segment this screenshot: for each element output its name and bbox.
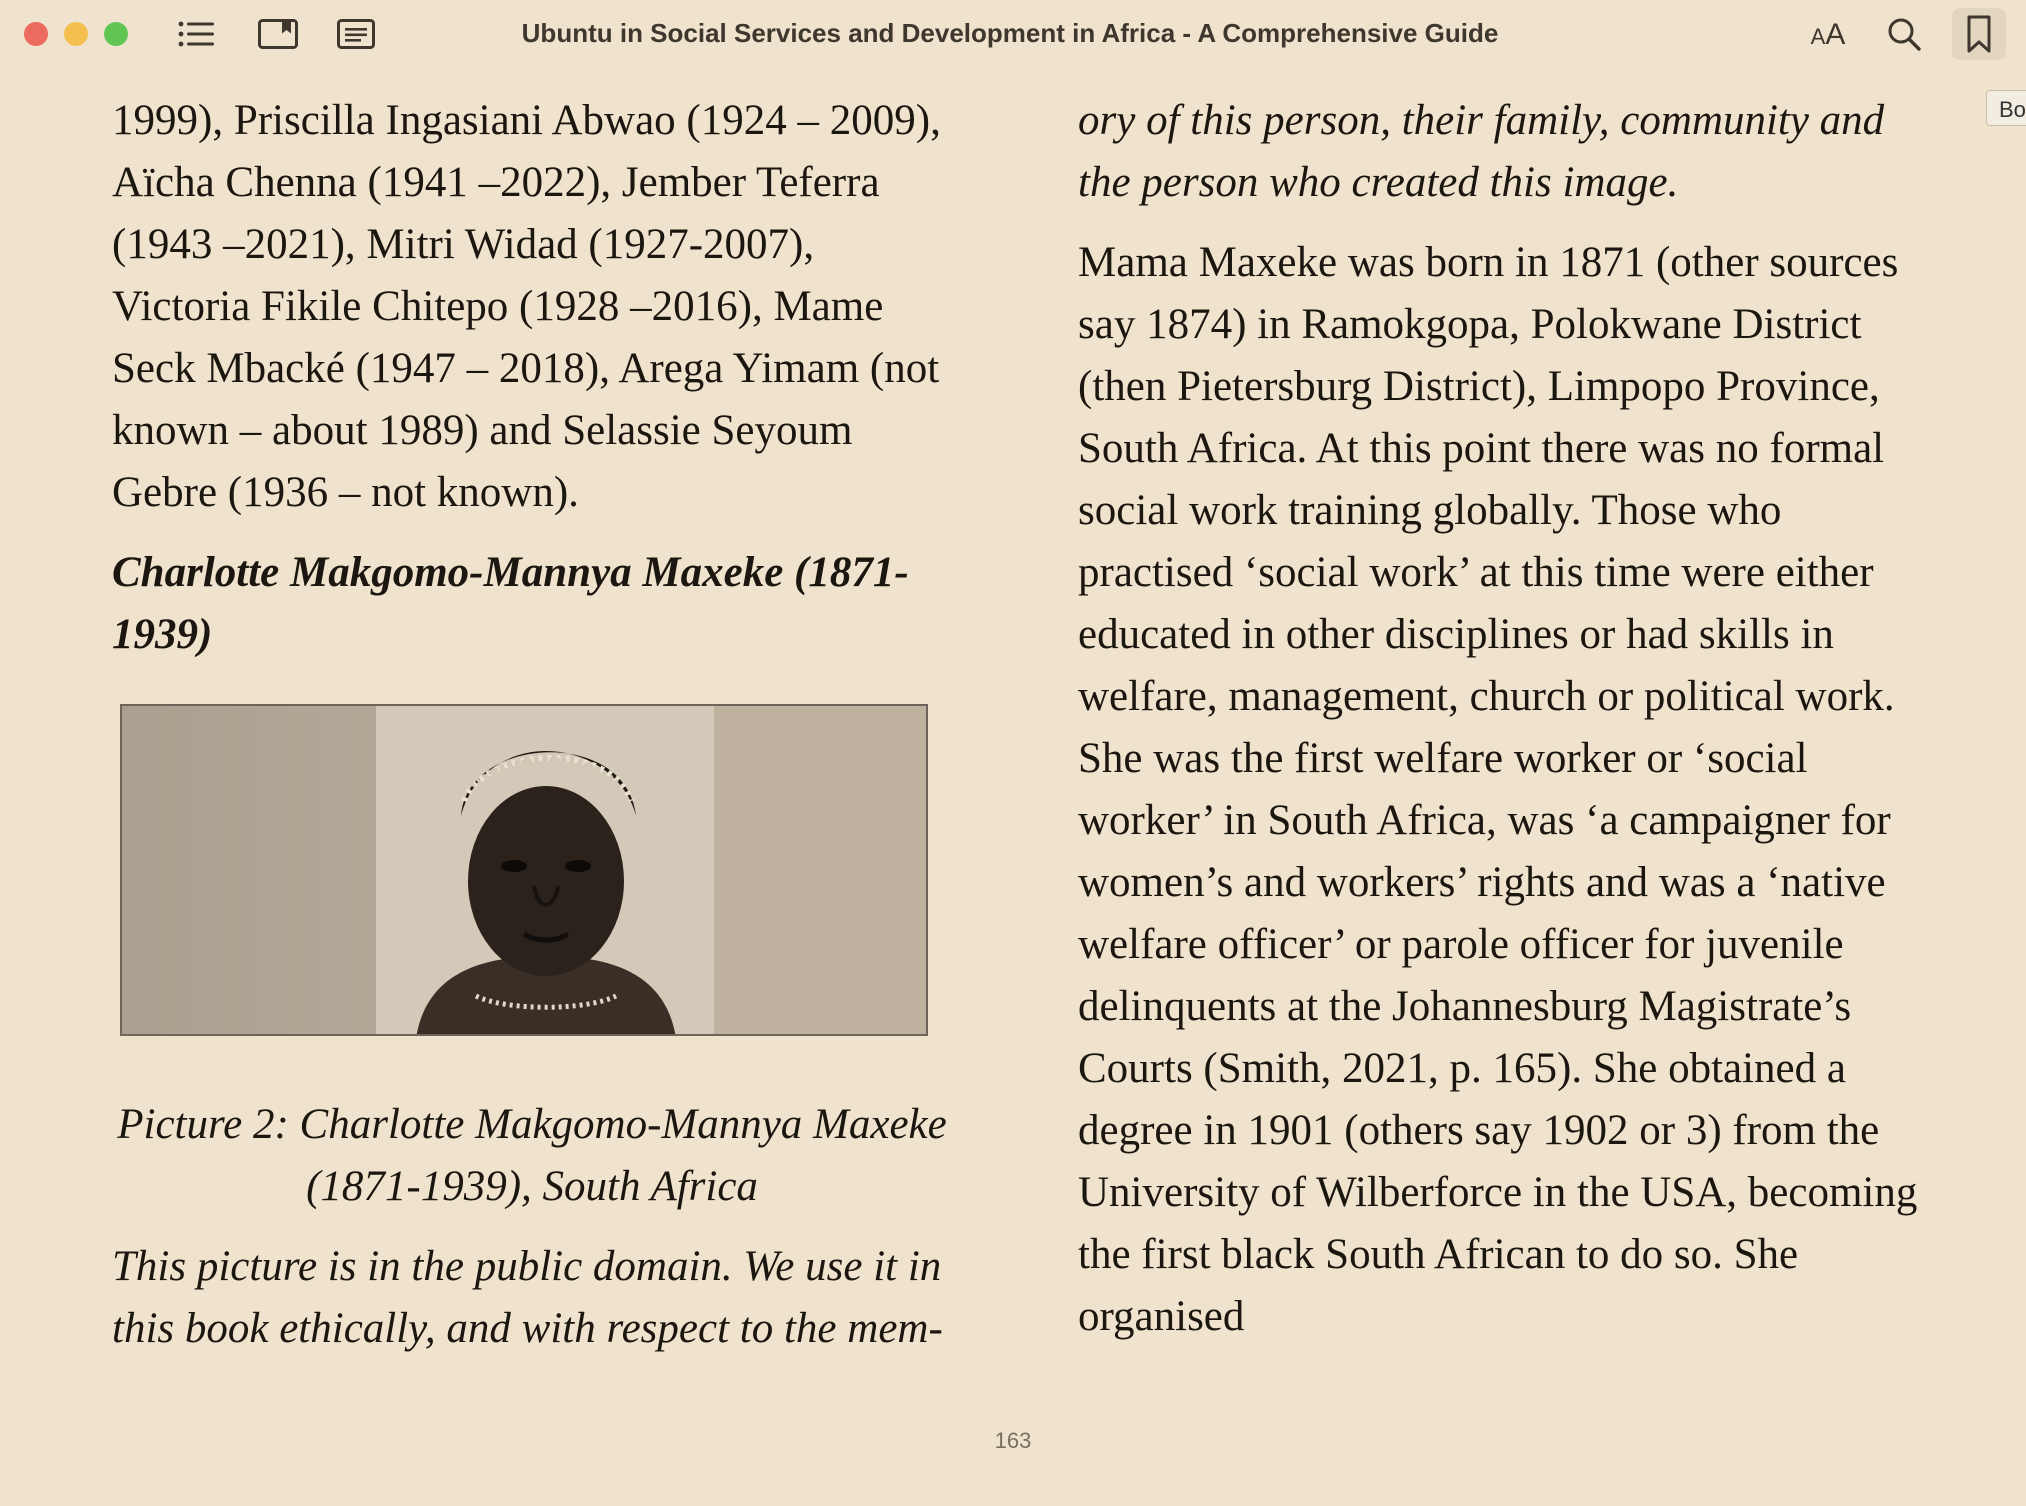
- portrait-image: [120, 704, 928, 1036]
- image-credit-text: This picture is in the public domain. We use it in this book ethically, and with respect to the mem-: [112, 1243, 943, 1352]
- text-size-button[interactable]: [1798, 14, 1858, 54]
- window-title: Ubuntu in Social Services and Development in Africa - A Comprehensive Guide: [521, 18, 1499, 48]
- page-number: 163: [994, 1428, 1032, 1453]
- portrait-photo: [376, 706, 716, 1034]
- bookmark-button[interactable]: [1952, 8, 2006, 60]
- intro-paragraph: 1999), Priscilla Ingasiani Abwao (1924 – 2009), Aïcha Chenna (1941 –2022), Jember Teferra (1943 –2021), Mitri Widad (1927-2007), Victoria Fikile Chitepo (1928 –2016), Mame Seck Mbacké (1947 – 2018), Arega Yimam (not known – about 1989) and Selassie Seyoum Gebre (1936 – not known).: [112, 97, 941, 516]
- search-icon: [1887, 17, 1921, 51]
- text-size-icon-small: A: [1810, 24, 1826, 49]
- left-page-column: [112, 90, 952, 1360]
- bookmark-icon: [1967, 15, 1991, 53]
- minimize-window-button[interactable]: [64, 22, 88, 46]
- bookmark-tooltip: Bo: [1986, 90, 2026, 126]
- zoom-window-button[interactable]: [104, 22, 128, 46]
- thumbnails-button[interactable]: [256, 14, 300, 54]
- right-page-column: [1078, 90, 1918, 1348]
- figure-caption: Picture 2: Charlotte Makgomo-Mannya Maxeke (1871-1939), South Africa: [117, 1101, 947, 1210]
- image-background-right: [714, 706, 926, 1034]
- body-paragraph: Mama Maxeke was born in 1871 (other sources say 1874) in Ramokgopa, Polokwane District (then Pietersburg District), Limpopo Province, South Africa. At this point there was no formal social work training globally. Those who practised ‘social work’ at this time were either educated in other disciplines or had skills in welfare, management, church or political work. She was the first welfare worker or ‘social worker’ in South Africa, was ‘a campaigner for women’s and workers’ rights and was a ‘native welfare officer’ or parole officer for juvenile delinquents at the Johannesburg Magistrate’s Courts (Smith, 2021, p. 165). She obtained a degree in 1901 (others say 1902 or 3) from the University of Wilberforce in the USA, becoming the first black South African to do so. She organised: [1078, 239, 1918, 1340]
- list-icon: [178, 21, 214, 47]
- text-size-icon-large: A: [1825, 18, 1846, 51]
- image-credit-continuation: ory of this person, their family, community and the person who created this image.: [1078, 97, 1885, 206]
- notes-button[interactable]: [334, 14, 378, 54]
- toolbar: [0, 0, 2026, 70]
- image-background-left: [122, 706, 376, 1034]
- portrait-illustration: [376, 706, 716, 1036]
- close-window-button[interactable]: [24, 22, 48, 46]
- table-of-contents-button[interactable]: [174, 14, 218, 54]
- section-heading: Charlotte Makgomo-Mannya Maxeke (1871-1939): [112, 549, 909, 658]
- search-button[interactable]: [1882, 14, 1926, 54]
- notes-icon: [337, 19, 375, 49]
- sidebar-thumbnail-icon: [258, 19, 298, 49]
